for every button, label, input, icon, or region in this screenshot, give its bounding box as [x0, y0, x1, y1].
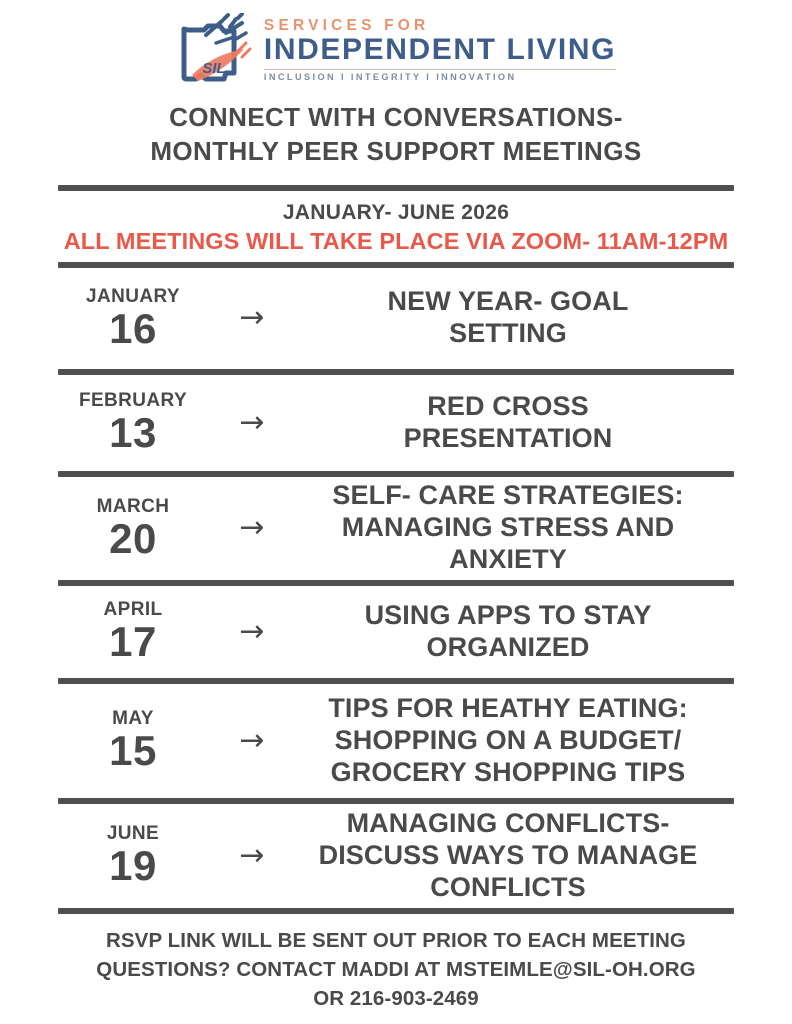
schedule-row [58, 477, 734, 580]
arrow-right-icon: → [239, 722, 265, 758]
date-range-label: JANUARY- JUNE 2026 [282, 200, 510, 224]
logo-line-services: SERVICES FOR [263, 16, 430, 34]
event-date [58, 497, 212, 560]
logo-tagline: INCLUSION I INTEGRITY I INNOVATION [263, 72, 517, 83]
event-topic-line: SHOPPING ON A BUDGET/ [334, 724, 682, 755]
event-date [58, 708, 212, 775]
logo-divider [264, 69, 616, 70]
event-topic-line: USING APPS TO STAY [364, 599, 652, 630]
event-month: JANUARY [86, 285, 180, 307]
event-month: MAY [112, 708, 154, 730]
event-topic-line: SELF- CARE STRATEGIES: [332, 480, 684, 511]
arrow-right-icon: → [239, 404, 265, 440]
event-topic [292, 808, 734, 904]
zoom-meeting-note: ALL MEETINGS WILL TAKE PLACE VIA ZOOM- 11AM-12PM [63, 227, 729, 254]
event-day: 13 [109, 409, 157, 457]
event-month: MARCH [96, 495, 170, 517]
divider-top [58, 185, 734, 191]
divider-schedule-bottom [58, 908, 734, 914]
event-topic-line: SETTING [449, 318, 567, 349]
organization-logo [28, 0, 764, 86]
event-topic-line: DISCUSS WAYS TO MANAGE [318, 839, 698, 870]
event-date [58, 287, 212, 350]
logo-wordmark [264, 18, 616, 83]
schedule-row [58, 586, 734, 678]
event-topic [292, 480, 734, 576]
event-date [58, 599, 212, 666]
event-date [58, 390, 212, 457]
event-topic-line: ORGANIZED [426, 631, 590, 662]
event-topic-line: MANAGING STRESS AND [341, 512, 675, 543]
logo-line-independent-living: INDEPENDENT LIVING [263, 33, 617, 67]
event-topic [292, 600, 734, 664]
event-topic [292, 286, 734, 350]
page-title-line-2: MONTHLY PEER SUPPORT MEETINGS [150, 136, 642, 167]
schedule-row [58, 684, 734, 798]
event-topic-line: GROCERY SHOPPING TIPS [330, 756, 686, 787]
event-date [58, 823, 212, 890]
event-topic-line: RED CROSS [427, 390, 589, 421]
event-day: 15 [109, 727, 157, 775]
event-month: APRIL [103, 599, 163, 621]
arrow-right-icon: → [239, 510, 265, 546]
schedule-row [58, 268, 734, 369]
event-topic-line: TIPS FOR HEATHY EATING: [328, 692, 688, 723]
footer-line-phone: OR 216-903-2469 [313, 986, 479, 1010]
arrow-right-icon: → [239, 837, 265, 873]
event-day: 19 [109, 842, 157, 890]
footer-line-rsvp: RSVP LINK WILL BE SENT OUT PRIOR TO EACH MEETING [106, 928, 686, 952]
sil-ohio-outline-icon [176, 13, 254, 87]
footer-line-contact: QUESTIONS? CONTACT MADDI AT MSTEIMLE@SIL-OH.ORG [96, 957, 696, 981]
event-topic [292, 391, 734, 455]
schedule-row [58, 375, 734, 471]
schedule-row [58, 804, 734, 908]
sil-badge-text: SIL [202, 60, 226, 77]
page-title [28, 100, 764, 169]
schedule-list [58, 268, 734, 914]
event-topic-line: MANAGING CONFLICTS- [346, 807, 670, 838]
event-topic-line: PRESENTATION [403, 422, 613, 453]
event-topic [292, 693, 734, 789]
event-topic-line: CONFLICTS [430, 871, 586, 902]
arrow-right-icon: → [239, 613, 265, 649]
footer-contact-info [28, 926, 764, 1013]
page-title-line-1: CONNECT WITH CONVERSATIONS- [169, 102, 623, 132]
event-day: 17 [109, 618, 157, 666]
event-day: 20 [109, 514, 157, 562]
event-month: FEBRUARY [78, 390, 188, 412]
event-day: 16 [109, 304, 157, 352]
arrow-right-icon: → [239, 300, 265, 336]
event-month: JUNE [106, 823, 160, 845]
event-topic-line: NEW YEAR- GOAL [387, 286, 629, 317]
event-topic-line: ANXIETY [449, 544, 567, 575]
